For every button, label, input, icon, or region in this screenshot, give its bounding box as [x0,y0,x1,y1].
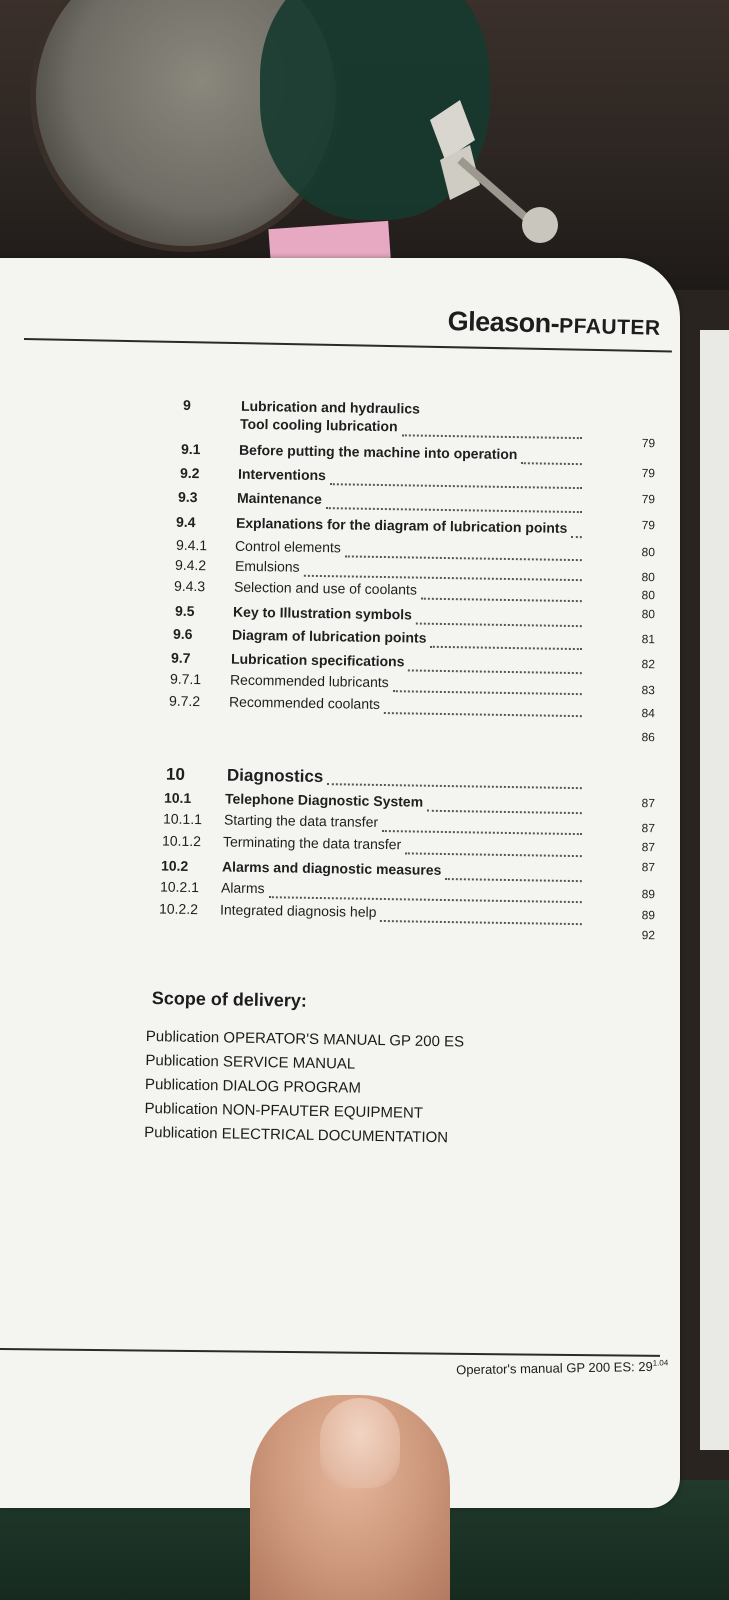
toc-leader-dots [393,688,582,695]
toc-leader-dots [327,781,582,789]
manual-page [0,258,680,1508]
toc-leader-dots [402,432,582,439]
scope-heading: Scope of delivery: [151,988,308,1011]
toc-entry-page: 81 [641,632,656,647]
toc-entry-number: 9.3 [177,488,198,506]
toc-entry-page: 82 [641,657,656,672]
toc-entry-number: 9 [182,396,191,413]
toc-entry-number: 10.1.1 [162,810,203,828]
toc-entry-number: 10.2.2 [158,900,199,918]
toc-entry-title: Starting the data transfer [223,811,379,830]
toc-leader-dots [421,596,582,603]
toc-entry-title: Terminating the data transfer [222,833,402,853]
toc-entry-page: 84 [641,706,656,721]
toc-leader-dots [430,644,582,650]
scope-item: Publication SERVICE MANUAL [145,1051,356,1073]
toc-entry-number: 9.7.2 [168,692,201,710]
thumbnail-nail [320,1398,400,1488]
toc-entry-title: Emulsions [234,557,300,575]
toc-entry-number [0,412,60,413]
toc-entry-title: Alarms [220,879,265,897]
toc-entry-number: 9.5 [174,602,195,620]
toc-entry-page: 92 [641,928,656,943]
toc-entry-number: 10.1 [163,789,192,807]
toc-entry-number: 10 [165,764,186,784]
toc-entry-title: Telephone Diagnostic System [224,790,424,810]
toc-leader-dots [382,828,582,835]
toc-entry-title: Recommended lubricants [229,671,389,691]
toc-entry-page: 87 [641,840,656,855]
toc-entry-number: 9.6 [172,625,193,643]
footer-rule [0,1348,660,1357]
toc-leader-dots [380,918,582,925]
brand-logo [447,306,661,342]
toc-entry-title: Recommended coolants [228,693,381,712]
adjacent-page-edge [700,330,729,1450]
toc-entry-number: 9.4.2 [174,556,207,574]
toc-leader-dots [384,710,582,717]
toc-entry-title: Integrated diagnosis help [219,901,377,920]
footer-text [456,1358,668,1377]
toc-entry-title: Interventions [237,465,327,484]
footer-label: Operator's manual GP 200 ES: 29 [456,1358,653,1378]
toc-entry-page: 80 [641,570,656,585]
toc-entry-number: 9.1 [180,440,201,458]
toc-entry-title: Lubrication and hydraulics [240,397,421,417]
footer-superscript: 1.04 [652,1358,669,1368]
toc-entry-page: 87 [641,821,656,836]
scope-item: Publication NON-PFAUTER EQUIPMENT [144,1099,424,1122]
toc-entry-title: Before putting the machine into operation [238,441,518,463]
toc-entry-title: Alarms and diagnostic measures [221,858,442,878]
toc-entry-page: 86 [641,730,655,745]
toc-entry-number: 9.7 [170,649,191,666]
toc-entry-page: 79 [641,518,656,533]
toc-entry-title: Diagnostics [226,765,324,787]
toc-entry-page: 87 [641,860,656,875]
toc-entry-page: 80 [641,607,656,622]
toc-entry-number: 9.4.3 [173,577,206,595]
brand-name-gleason: Gleason- [447,306,560,339]
brand-name-pfauter: PFAUTER [558,314,661,340]
background-metal-object [420,100,570,250]
toc-entry-title: Lubrication specifications [230,650,405,670]
toc-entry-number: 10.2.1 [159,878,200,896]
toc-entry-page: 79 [641,492,656,507]
toc-entry-number: 9.4 [175,513,196,531]
toc-entry-page: 89 [641,908,656,923]
scope-item: Publication DIALOG PROGRAM [144,1075,362,1097]
toc-leader-dots [521,460,582,465]
toc-leader-dots [445,876,582,882]
toc-entry-number: 9.7.1 [169,670,202,688]
toc-leader-dots [326,505,582,513]
scope-item: Publication OPERATOR'S MANUAL GP 200 ES [145,1028,465,1051]
toc-leader-dots [330,481,582,489]
toc-entry-title: Diagram of lubrication points [231,626,427,646]
scope-item: Publication ELECTRICAL DOCUMENTATION [144,1123,449,1147]
toc-entry-number: 9.4.1 [175,536,208,554]
toc-leader-dots [269,894,582,903]
header-rule [24,338,672,352]
scope-list [144,1028,464,1154]
toc-entry-page: 87 [641,796,656,811]
toc-entry-page: 79 [641,466,656,481]
toc-entry-title: Control elements [234,537,341,556]
toc-entry-number: 10.2 [160,857,189,874]
toc-leader-dots [408,667,582,674]
toc-entry-page: 80 [641,588,656,603]
toc-entry-title: Tool cooling lubrication [239,415,398,435]
toc-entry-title: Maintenance [236,489,322,508]
toc-entry-page: 79 [641,436,656,451]
toc-entry-title: Selection and use of coolants [233,578,418,598]
toc-entry-page: 89 [641,887,656,902]
toc-entry-title: Key to Illustration symbols [232,603,413,623]
toc-entry-page: 80 [641,545,656,560]
toc-entry-number: 10.1.2 [161,832,202,850]
toc-leader-dots [427,808,582,814]
toc-entry-number: 9.2 [179,464,200,482]
toc-entry-page: 83 [641,683,656,698]
toc-leader-dots [571,534,582,538]
toc-entry-title: Explanations for the diagram of lubrication points [235,514,568,536]
toc-leader-dots [405,850,582,857]
toc-leader-dots [416,621,582,628]
